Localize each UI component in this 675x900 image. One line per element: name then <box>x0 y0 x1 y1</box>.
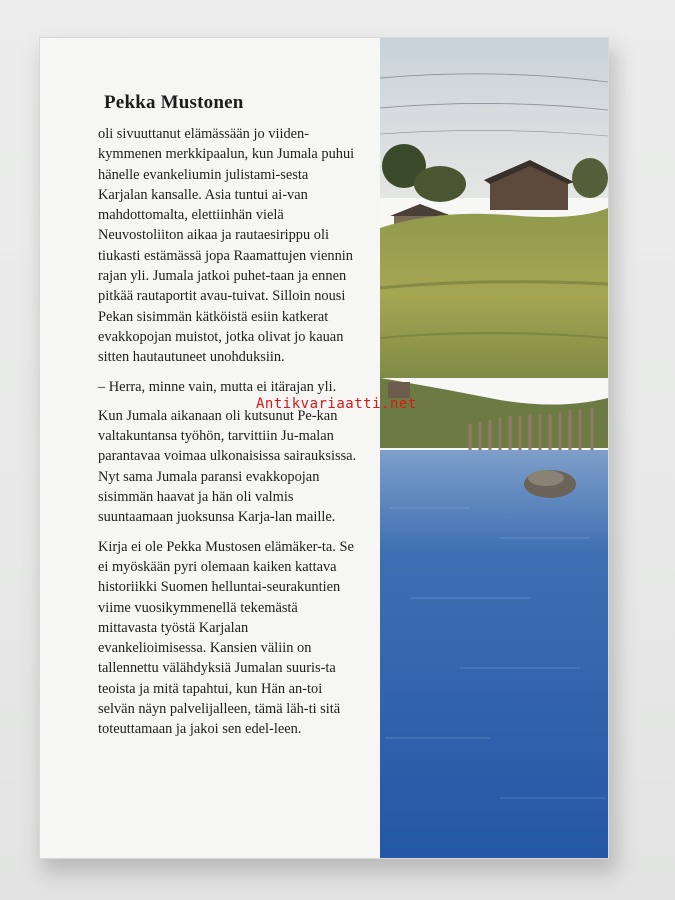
blurb <box>98 124 360 749</box>
author-name: Pekka Mustonen <box>104 92 244 113</box>
blurb-paragraph: Kun Jumala aikanaan oli kutsunut Pe-kan valtakuntansa työhön, tarvittiin Ju-malan parantavaa voimaa ulkonaisissa sairauksissa. Nyt sama Jumala paransi evakkopojan sisimmän haavat ja hän oli valmis suuntaamaan juoksunsa Karja-lan maille. <box>98 407 357 526</box>
cover-photo-lakeside-village <box>380 38 608 858</box>
blurb-paragraph: Kirja ei ole Pekka Mustosen elämäker-ta. Se ei myöskään pyri olemaan kaiken kattava historiikki Suomen helluntai-seurakuntien viime vuosikymmenellä tekemästä mittavasta työstä Karjalan evankelioimisessa. Kansien väliin on tallennettu välähdyksiä Jumalan suuris-ta teoista ja mitä tapahtui, kun Hän an-toi selvän näyn palvelijalleen, tämä läh-ti sitä toteuttamaan ja jakoi sen edel-leen. <box>98 538 354 738</box>
blurb-paragraph: – Herra, minne vain, mutta ei itärajan yli. <box>98 378 337 395</box>
blurb-paragraph: oli sivuuttanut elämässään jo viiden-kymmenen merkkipaalun, kun Jumala puhui hänelle evankeliumin julistami-sesta Karjalan kansalle. Asia tuntui ai-van mahdottomalta, elettiinhän vielä Neuvostoliiton aikaa ja rautaesirippu oli tiukasti estämässä jopa Raamattujen viennin rajan yli. Jumala jatkoi puhet-taan ja ennen pitkää rautaportit avau-tuivat. Silloin nousi Pekan sisimmän kätköistä esiin katkerat evakkopojan muistot, jotka olivat jo kauan sitten hautautuneet unohduksiin. <box>98 126 355 366</box>
watermark: Antikvariaatti.net <box>256 396 417 412</box>
book-back-cover <box>40 38 608 858</box>
text-panel <box>40 38 380 858</box>
